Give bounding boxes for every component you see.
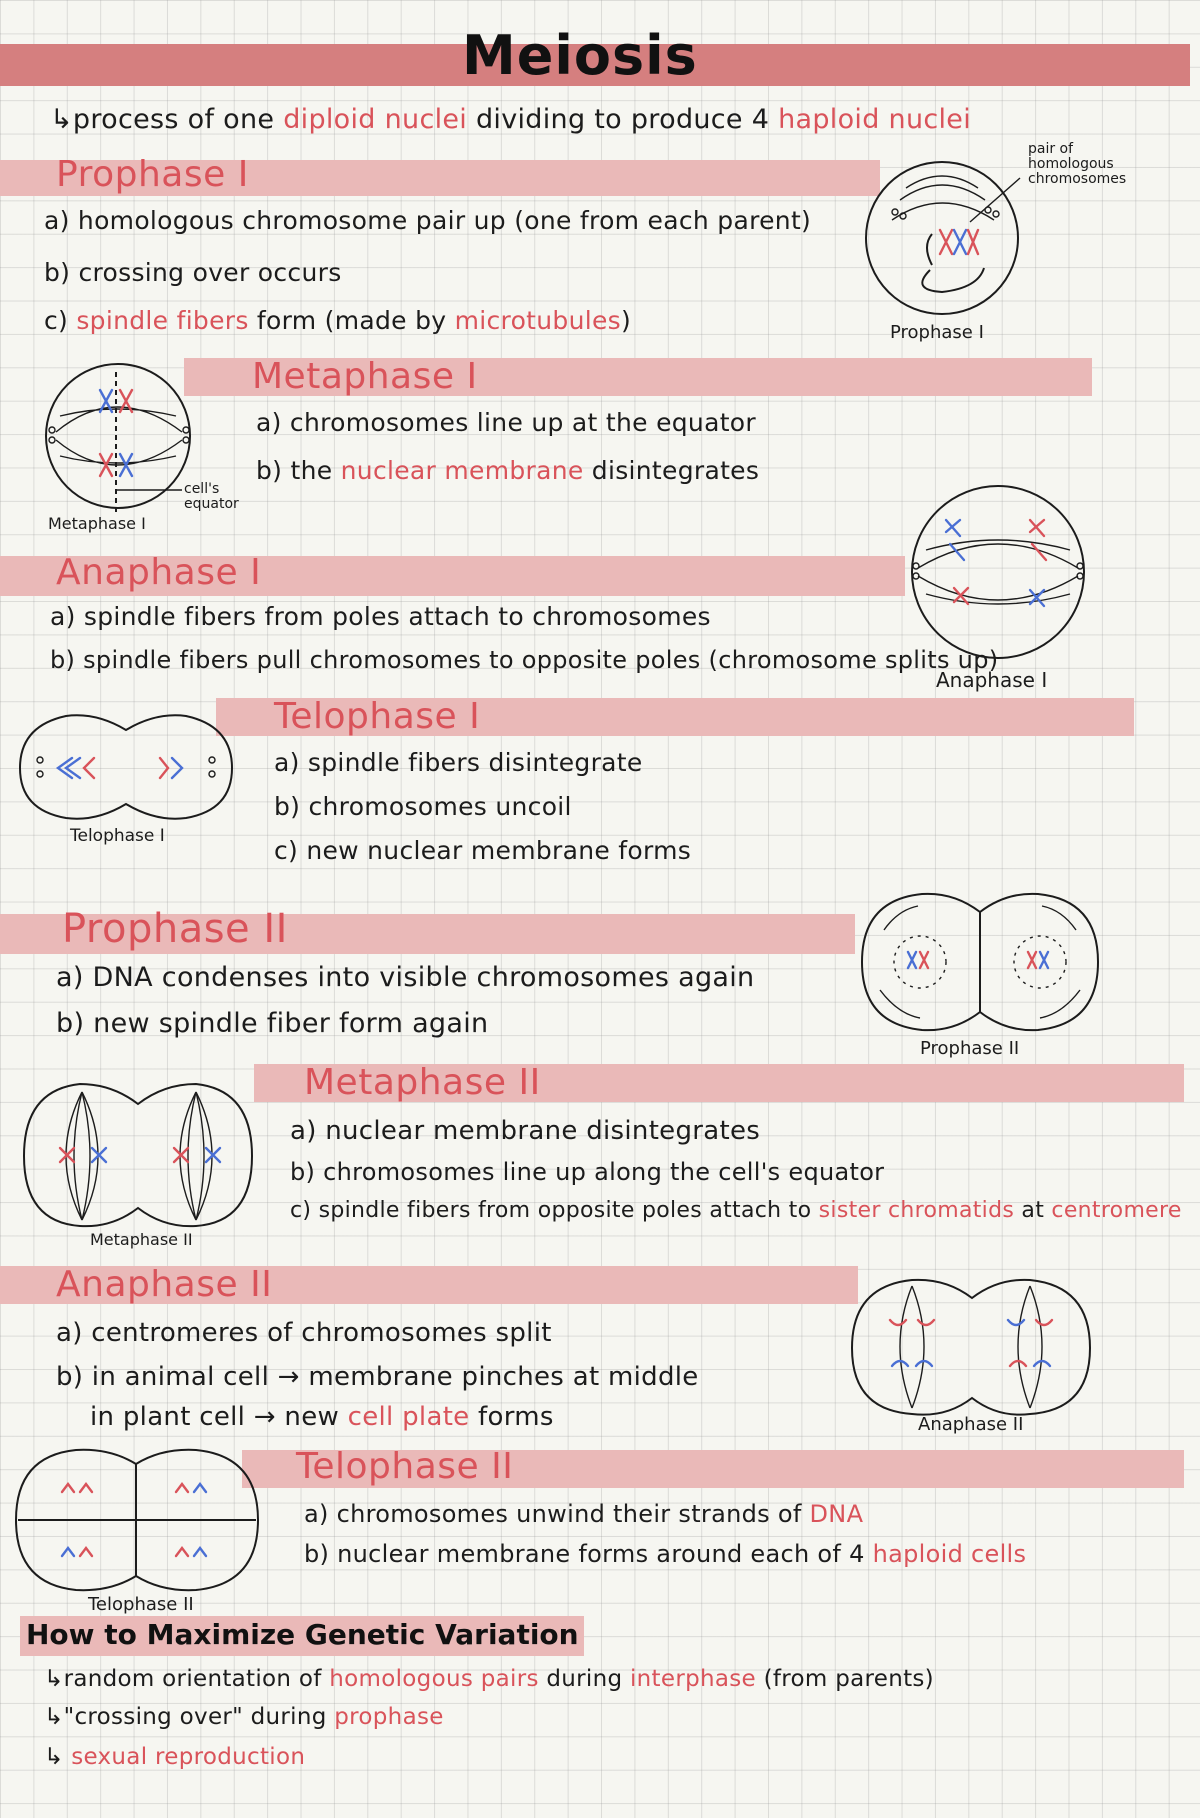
telophase2-item-b: b) nuclear membrane forms around each of 4 haploid cells bbox=[304, 1540, 1027, 1568]
telophase1-caption: Telophase I bbox=[70, 826, 165, 846]
metaphase1-diagram bbox=[36, 362, 206, 512]
metaphase2-item-c: c) spindle fibers from opposite poles attach to sister chromatids at centromere bbox=[290, 1198, 1182, 1223]
anaphase1-diagram bbox=[906, 480, 1092, 666]
variation-item-2: ↳"crossing over" during prophase bbox=[44, 1704, 444, 1730]
metaphase1-item-a: a) chromosomes line up at the equator bbox=[256, 408, 756, 437]
anaphase2-item-c: in plant cell → new cell plate forms bbox=[90, 1402, 554, 1432]
metaphase2-caption: Metaphase II bbox=[90, 1230, 193, 1249]
metaphase1-item-b: b) the nuclear membrane disintegrates bbox=[256, 456, 760, 485]
variation-item-1: ↳random orientation of homologous pairs during interphase (from parents) bbox=[44, 1666, 934, 1692]
telophase1-diagram bbox=[16, 712, 236, 822]
metaphase2-diagram bbox=[20, 1080, 256, 1230]
prophase2-diagram bbox=[858, 890, 1102, 1032]
prophase1-diagram bbox=[870, 150, 1020, 320]
prophase1-item-c: c) spindle fibers form (made by microtubules) bbox=[44, 306, 632, 335]
prophase1-heading: Prophase I bbox=[56, 154, 249, 195]
anaphase2-diagram bbox=[848, 1276, 1094, 1418]
anaphase2-caption: Anaphase II bbox=[918, 1414, 1024, 1435]
prophase1-item-a: a) homologous chromosome pair up (one from each parent) bbox=[44, 206, 812, 235]
page-title: Meiosis bbox=[462, 24, 698, 87]
telophase2-caption: Telophase II bbox=[88, 1594, 194, 1615]
telophase1-item-a: a) spindle fibers disintegrate bbox=[274, 748, 643, 777]
metaphase1-annotation: cell's equator bbox=[184, 481, 239, 512]
metaphase1-heading: Metaphase I bbox=[252, 356, 478, 397]
telophase2-item-a: a) chromosomes unwind their strands of DNA bbox=[304, 1500, 864, 1528]
telophase1-item-c: c) new nuclear membrane forms bbox=[274, 836, 692, 865]
anaphase2-item-b: b) in animal cell → membrane pinches at middle bbox=[56, 1362, 699, 1392]
intro-line: ↳process of one diploid nuclei dividing to produce 4 haploid nuclei bbox=[50, 104, 972, 135]
anaphase2-heading: Anaphase II bbox=[56, 1264, 273, 1305]
variation-item-3: ↳ sexual reproduction bbox=[44, 1744, 306, 1770]
metaphase2-heading: Metaphase II bbox=[304, 1062, 541, 1103]
metaphase1-caption: Metaphase I bbox=[48, 514, 146, 533]
prophase1-item-b: b) crossing over occurs bbox=[44, 258, 342, 287]
prophase2-heading: Prophase II bbox=[62, 906, 288, 952]
prophase2-item-b: b) new spindle fiber form again bbox=[56, 1008, 489, 1039]
anaphase1-item-b: b) spindle fibers pull chromosomes to opposite poles (chromosome splits up) bbox=[50, 646, 999, 674]
prophase1-annotation: pair of homologous chromosomes bbox=[1028, 141, 1127, 187]
metaphase2-item-b: b) chromosomes line up along the cell's equator bbox=[290, 1158, 885, 1186]
prophase2-item-a: a) DNA condenses into visible chromosomes again bbox=[56, 962, 755, 993]
anaphase1-item-a: a) spindle fibers from poles attach to chromosomes bbox=[50, 602, 711, 631]
telophase1-item-b: b) chromosomes uncoil bbox=[274, 792, 572, 821]
prophase1-caption: Prophase I bbox=[890, 322, 984, 343]
telophase2-diagram bbox=[12, 1446, 262, 1596]
telophase1-heading: Telophase I bbox=[274, 696, 481, 737]
anaphase1-caption: Anaphase I bbox=[936, 668, 1048, 692]
telophase2-heading: Telophase II bbox=[296, 1446, 514, 1487]
metaphase2-item-a: a) nuclear membrane disintegrates bbox=[290, 1116, 761, 1146]
anaphase1-heading: Anaphase I bbox=[56, 552, 262, 593]
anaphase2-item-a: a) centromeres of chromosomes split bbox=[56, 1318, 552, 1348]
prophase2-caption: Prophase II bbox=[920, 1038, 1020, 1059]
variation-heading: How to Maximize Genetic Variation bbox=[26, 1618, 579, 1651]
